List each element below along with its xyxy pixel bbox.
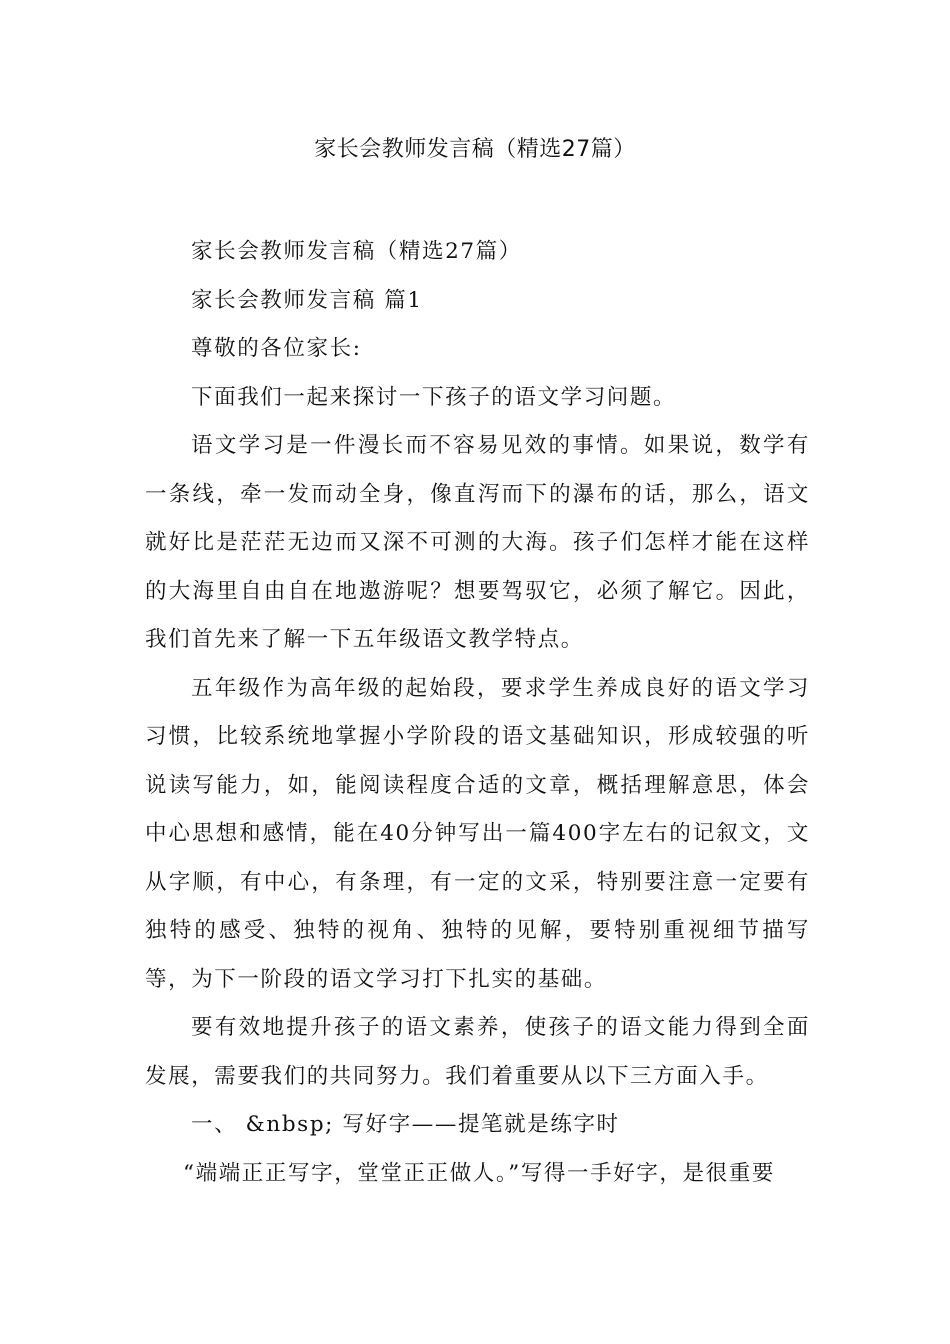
body-paragraph: 五年级作为高年级的起始段，要求学生养成良好的语文学习习惯，比较系统地掌握小学阶段的语文基础知识，形成较强的听说读写能力，如，能阅读程度合适的文章，概括理解意思，体会中心思想和感情，能在40分钟写出一篇400字左右的记叙文，文从字顺，有中心，有条理，有一定的文采，特别要注意一定要有独特的感受、独特的视角、独特的见解，要特别重视细节描写等，为下一阶段的语文学习打下扎实的基础。 <box>145 675 810 992</box>
body-paragraph: 语文学习是一件漫长而不容易见效的事情。如果说，数学有一条线，牵一发而动全身，像直泻而下的瀑布的话，那么，语文就好比是茫茫无边而又深不可测的大海。孩子们怎样才能在这样的大海里自由自在地遨游呢？想要驾驭它，必须了解它。因此，我们首先来了解一下五年级语文教学特点。 <box>145 433 810 652</box>
subtitle-paragraph: 家长会教师发言稿（精选27篇） <box>191 239 522 264</box>
document-body <box>145 228 810 1198</box>
subsection-heading: 一、 &nbsp; 写好字——提笔就是练字时 <box>191 1112 620 1137</box>
quote-paragraph: “端端正正写字，堂堂正正做人。”写得一手好字，是很重要 <box>183 1160 775 1186</box>
salutation: 尊敬的各位家长: <box>191 336 362 361</box>
section-heading: 家长会教师发言稿 篇1 <box>191 287 423 313</box>
document-title: 家长会教师发言稿（精选27篇） <box>314 137 636 162</box>
body-paragraph: 要有效地提升孩子的语文素养，使孩子的语文能力得到全面发展，需要我们的共同努力。我们着重要从以下三方面入手。 <box>145 1015 810 1089</box>
body-paragraph: 下面我们一起来探讨一下孩子的语文学习问题。 <box>191 384 677 410</box>
